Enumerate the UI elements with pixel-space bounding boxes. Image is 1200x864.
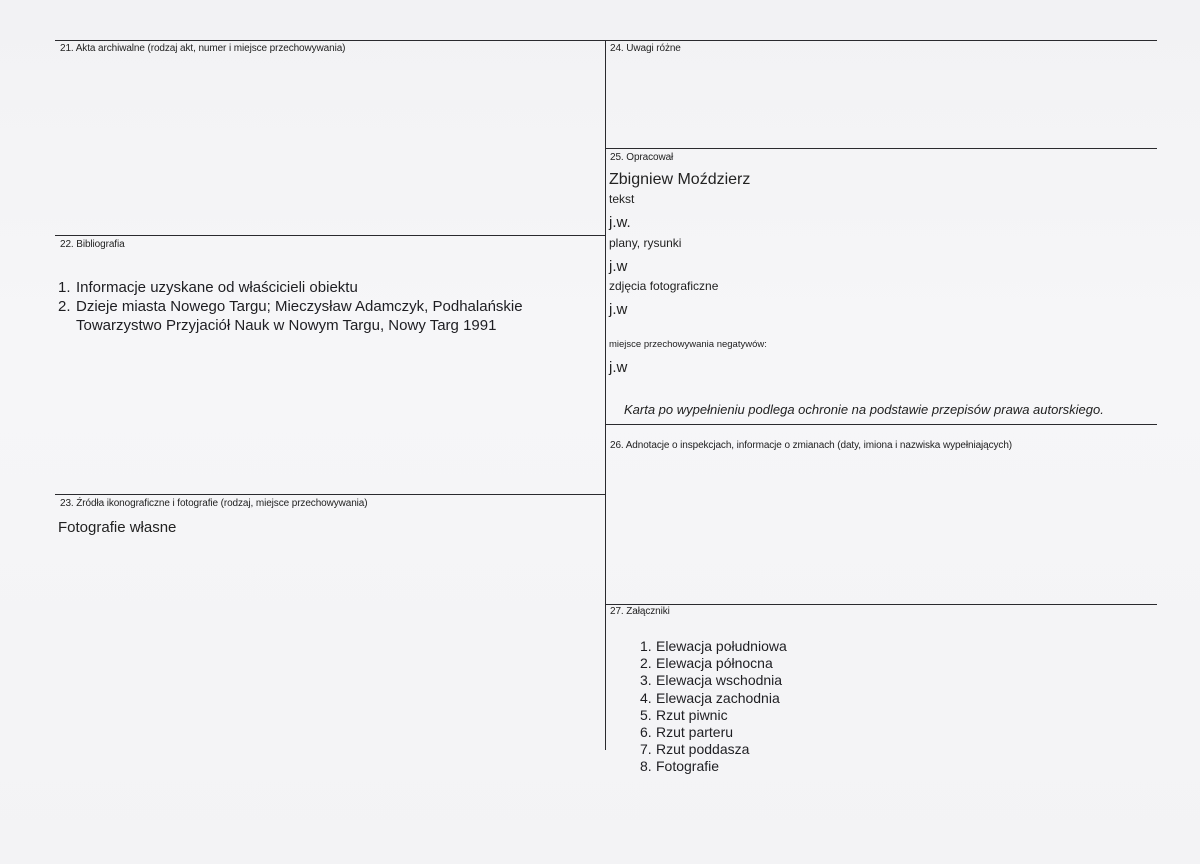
rule-22 (55, 235, 605, 236)
list-item-number: 2. (640, 655, 652, 672)
photos-value: j.w (609, 301, 628, 318)
plans-value: j.w (609, 258, 628, 275)
list-item (640, 724, 787, 741)
list-item-text: Rzut parteru (656, 724, 734, 741)
list-item-text: Fotografie (656, 758, 720, 775)
top-rule (55, 40, 1157, 41)
attachments-list (640, 638, 787, 776)
section-23-label: 23. Źródła ikonograficzne i fotografie (rodzaj, miejsce przechowywania) (60, 498, 368, 509)
list-item-number: 1. (58, 279, 71, 296)
negatives-label: miejsce przechowywania negatywów: (609, 339, 767, 350)
list-item-number: 8. (640, 758, 652, 775)
author-name: Zbigniew Moździerz (609, 171, 751, 188)
list-item (640, 707, 787, 724)
list-item-text: Informacje uzyskane od właścicieli obiektu (76, 279, 358, 296)
section-26-label: 26. Adnotacje o inspekcjach, informacje o zmianach (daty, imiona i nazwiska wypełniających) (610, 440, 1013, 451)
list-item (58, 297, 578, 335)
rule-27 (605, 604, 1157, 605)
section-25-label: 25. Opracował (610, 152, 674, 163)
list-item-number: 2. (58, 298, 71, 315)
rule-25 (605, 148, 1157, 149)
section-21-label: 21. Akta archiwalne (rodzaj akt, numer i miejsce przechowywania) (60, 43, 346, 54)
copyright-note: Karta po wypełnieniu podlega ochronie na podstawie przepisów prawa autorskiego. (624, 402, 1104, 417)
list-item-number: 7. (640, 741, 652, 758)
list-item-number: 5. (640, 706, 652, 723)
list-item (58, 278, 578, 297)
bibliography-list (58, 278, 578, 335)
list-item-text: Rzut piwnic (656, 706, 728, 723)
section-23-value: Fotografie własne (58, 519, 177, 536)
plans-label: plany, rysunki (609, 236, 682, 250)
column-divider (605, 40, 606, 750)
list-item (640, 758, 787, 775)
rule-23 (55, 494, 605, 495)
list-item-number: 1. (640, 638, 652, 654)
rule-26 (605, 424, 1157, 425)
text-value: j.w. (609, 214, 631, 231)
section-27-label: 27. Załączniki (610, 606, 670, 617)
list-item-text: Dzieje miasta Nowego Targu; Mieczysław Adamczyk, Podhalańskie Towarzystwo Przyjaciół Nauk w Nowym Targu, Nowy Targ 1991 (76, 298, 523, 334)
list-item-text: Elewacja południowa (656, 638, 787, 654)
list-item-text: Elewacja wschodnia (656, 672, 783, 689)
list-item-number: 4. (640, 689, 652, 706)
list-item-text: Rzut poddasza (656, 741, 750, 758)
list-item-text: Elewacja zachodnia (656, 689, 780, 706)
list-item (640, 741, 787, 758)
list-item-text: Elewacja północna (656, 655, 773, 672)
list-item (640, 672, 787, 689)
list-item (640, 690, 787, 707)
list-item-number: 3. (640, 672, 652, 689)
list-item-number: 6. (640, 724, 652, 741)
list-item (640, 638, 787, 655)
section-22-label: 22. Bibliografia (60, 239, 125, 250)
list-item (640, 655, 787, 672)
text-label: tekst (609, 192, 635, 206)
negatives-value: j.w (609, 359, 628, 376)
photos-label: zdjęcia fotograficzne (609, 279, 719, 293)
section-24-label: 24. Uwagi różne (610, 43, 681, 54)
